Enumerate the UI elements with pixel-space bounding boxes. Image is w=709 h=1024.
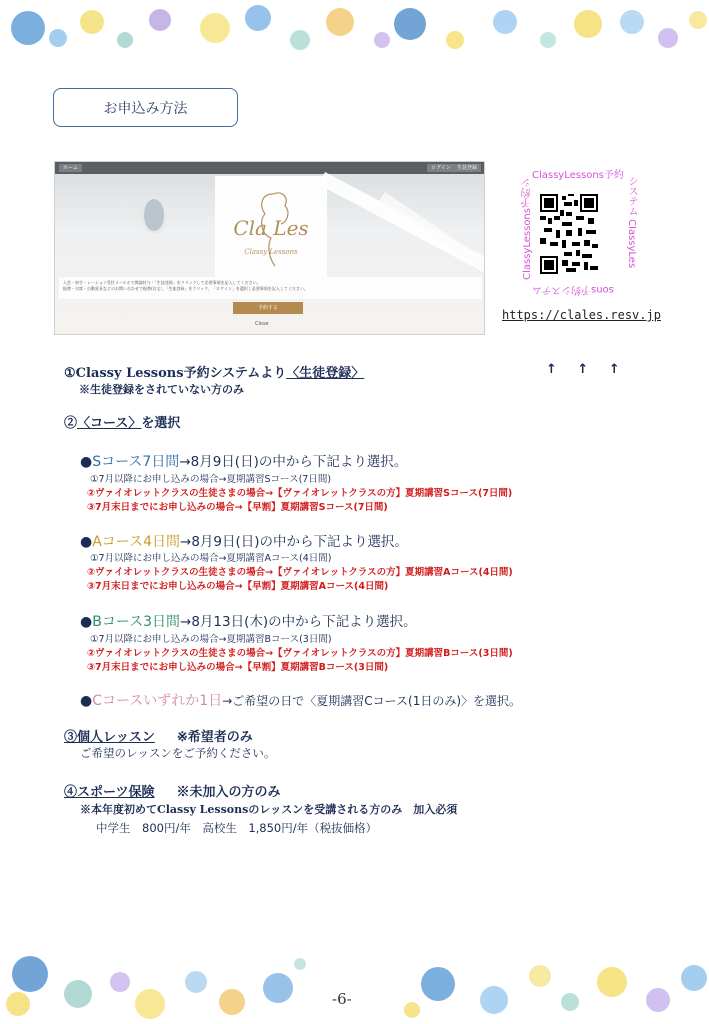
qr-code-icon	[540, 194, 598, 274]
ceiling-beam	[318, 172, 485, 278]
course-s-name: Sコース7日間	[92, 454, 180, 470]
course-a-option-3: ③7月末日までにお申し込みの場合→【早割】夏期講習Aコース(4日間)	[87, 581, 389, 592]
screenshot-close-label: Close	[255, 321, 269, 327]
course-c-detail: →ご希望の日で〈夏期講習Cコース(1日のみ)〉を選択。	[222, 694, 522, 708]
course-b-date: →8月13日(木)の中から下記より選択。	[180, 614, 417, 630]
screenshot-login-button: ログイン	[427, 164, 455, 172]
bottom-decoration	[0, 952, 709, 1024]
course-b-option-3: ③7月末日までにお申し込みの場合→【早割】夏期講習Bコース(3日間)	[87, 662, 389, 673]
bullet-icon: ●	[80, 534, 93, 550]
course-s-option-2: ②ヴァイオレットクラスの生徒さまの場合→【ヴァイオレットクラスの方】夏期講習Sコース(7日間)	[87, 488, 513, 499]
step3-line	[64, 726, 253, 745]
screenshot-reserve-button: 予約する	[233, 302, 303, 314]
step3-body: ご希望のレッスンをご予約ください。	[80, 746, 276, 760]
bullet-icon: ●	[80, 693, 93, 709]
course-s-heading	[80, 450, 407, 471]
classy-lessons-logo: Cla Les	[233, 216, 309, 240]
step1-line	[64, 362, 364, 381]
screenshot-register-button: 生徒登録	[453, 164, 481, 172]
insurance-price: 中学生 800円/年 高校生 1,850円/年（税抜価格）	[96, 821, 378, 835]
website-screenshot	[54, 161, 485, 335]
course-a-date: →8月9日(日)の中から下記より選択。	[180, 534, 409, 550]
course-a-name: Aコース4日間	[92, 534, 181, 550]
reservation-url-link[interactable]: https://clales.resv.jp	[502, 308, 661, 322]
step4-note: ※未加入の方のみ	[176, 785, 281, 800]
top-decoration	[0, 0, 709, 60]
seashell-pattern-bottom	[0, 952, 709, 1024]
step2-prefix: ②	[64, 416, 78, 431]
qr-caption-top: ClassyLessons予約	[532, 170, 624, 181]
bullet-icon: ●	[80, 614, 93, 630]
course-c-name: Cコースいずれか1日	[92, 693, 223, 709]
private-lesson-link[interactable]: ③個人レッスン	[64, 730, 155, 745]
course-b-option-1: ①7月以降にお申し込みの場合→夏期講習Bコース(3日間)	[90, 634, 332, 645]
logo-subtitle: Classy Lessons	[244, 248, 298, 256]
step4-sub-note: ※本年度初めてClassy Lessonsのレッスンを受講される方のみ 加入必須	[80, 803, 458, 816]
step3-note: ※希望者のみ	[176, 730, 253, 745]
qr-caption-left: ClassyLessons予約シ	[522, 178, 533, 280]
step4-line	[64, 781, 281, 800]
bullet-icon: ●	[80, 454, 93, 470]
qr-code-area	[518, 166, 642, 298]
course-s-option-3: ③7月末日までにお申し込みの場合→【早割】夏期講習Sコース(7日間)	[87, 502, 388, 513]
course-a-option-1: ①7月以降にお申し込みの場合→夏期講習Aコース(4日間)	[90, 553, 332, 564]
course-link[interactable]: 〈コース〉	[77, 416, 142, 431]
step2-line	[64, 412, 180, 431]
course-b-option-2: ②ヴァイオレットクラスの生徒さまの場合→【ヴァイオレットクラスの方】夏期講習Bコース(3日間)	[87, 648, 513, 659]
seashell-pattern-top	[0, 0, 709, 60]
sports-insurance-link[interactable]: ④スポーツ保険	[64, 785, 155, 800]
step1-text: ①Classy Lessons予約システムより	[64, 366, 287, 381]
course-s-option-1: ①7月以降にお申し込みの場合→夏期講習Sコース(7日間)	[90, 474, 332, 485]
screenshot-topbar	[55, 162, 484, 174]
logo-panel	[215, 176, 327, 278]
notice-line: 入会・初手・レーション受付メールホで教諭付与・「生徒登録」をクリックして必要事項を記入してください。	[63, 280, 261, 285]
screenshot-home-button: ホーム	[59, 164, 82, 172]
student-registration-link[interactable]: 〈生徒登録〉	[286, 366, 365, 381]
course-b-heading	[80, 610, 417, 631]
course-c-heading	[80, 690, 521, 710]
step2-suffix: を選択	[141, 416, 181, 431]
qr-caption-right: システム ClassyLes	[626, 176, 637, 269]
section-title: お申込み方法	[103, 100, 188, 117]
course-a-option-2: ②ヴァイオレットクラスの生徒さまの場合→【ヴァイオレットクラスの方】夏期講習Aコース(4日間)	[87, 567, 513, 578]
course-a-heading	[80, 530, 408, 551]
course-s-date: →8月9日(日)の中から下記より選択。	[179, 454, 408, 470]
qr-caption-bottom: sons予約システム	[532, 284, 614, 295]
section-title-box	[53, 88, 238, 127]
up-arrows: ↑ ↑ ↑	[546, 362, 628, 377]
course-b-name: Bコース3日間	[92, 614, 181, 630]
page-number: -6-	[332, 990, 352, 1008]
step1-note: ※生徒登録をされていない方のみ	[79, 383, 244, 396]
screenshot-notice	[59, 277, 482, 299]
round-window	[141, 196, 167, 234]
notice-line: 振替・欠席・自動延長などのお問い合わせで振替/自宅し「生徒登録」をクリック、「ログイン」を選択し必要事項を記入してください。	[63, 286, 308, 291]
